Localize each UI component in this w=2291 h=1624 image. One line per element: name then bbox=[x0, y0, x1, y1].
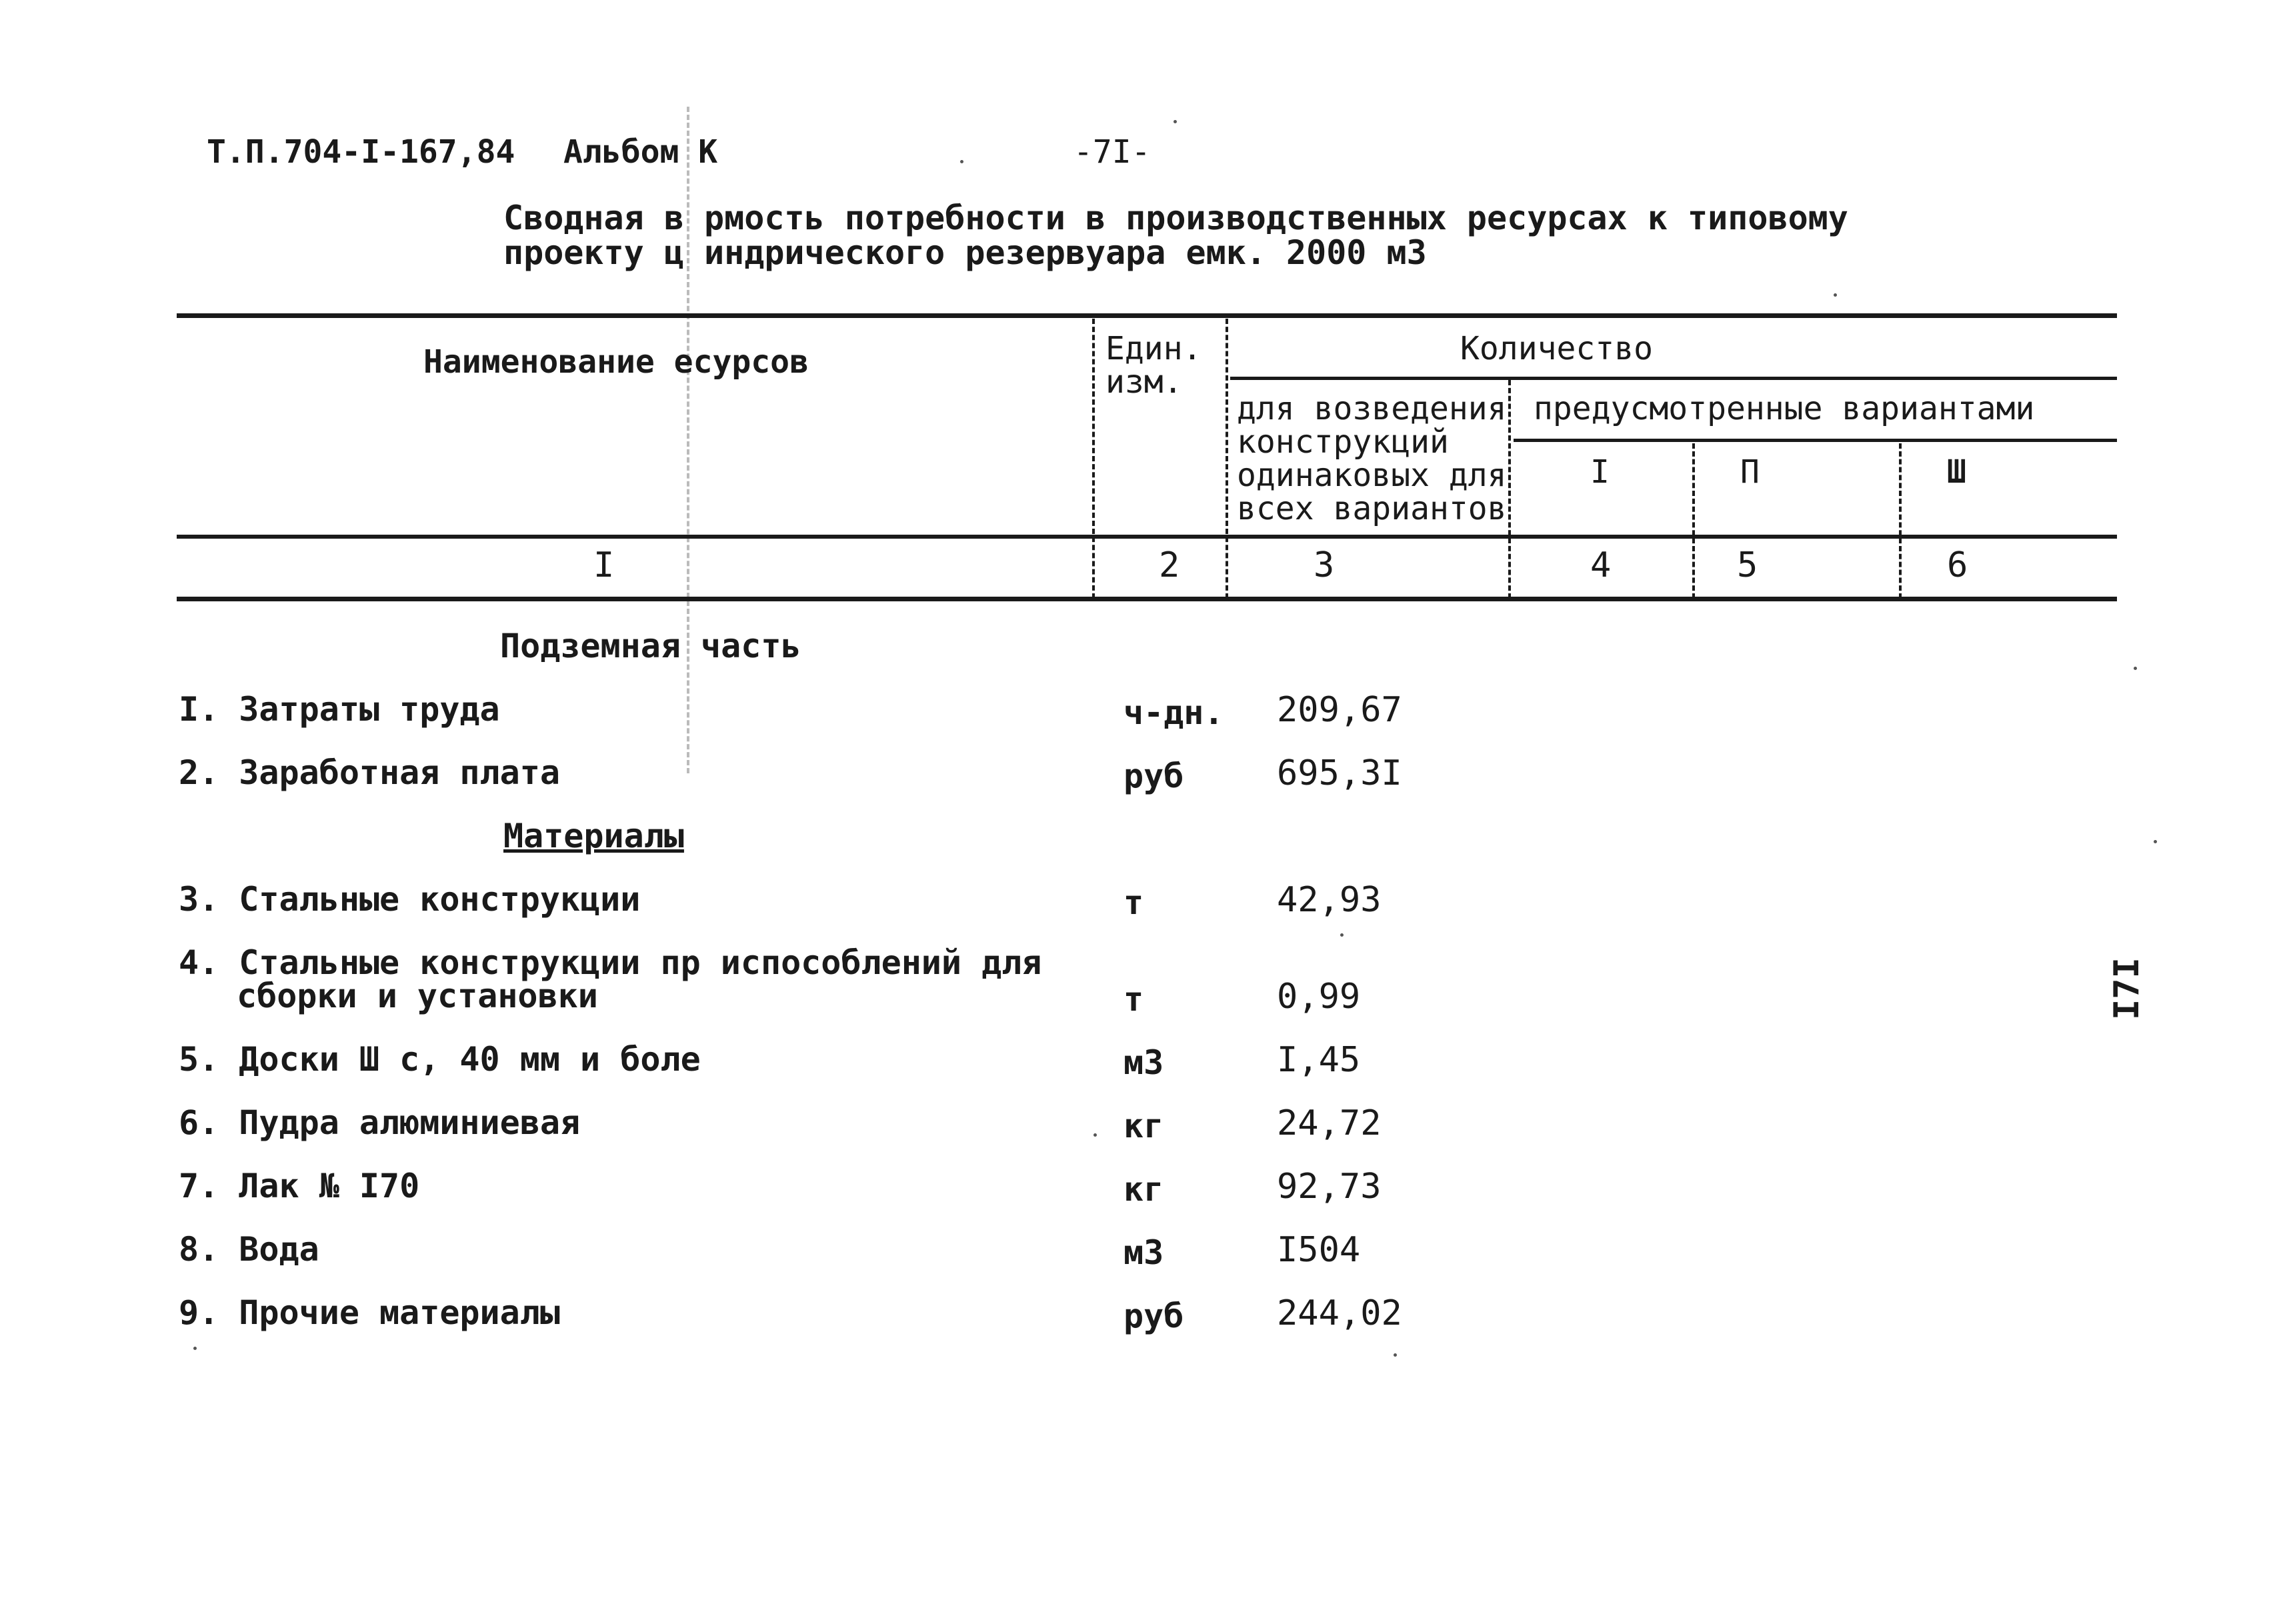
separator-common-variants bbox=[1508, 380, 1511, 599]
page-number: -7I- bbox=[1073, 133, 1151, 171]
column-header-common-2: конструкций bbox=[1237, 423, 1449, 461]
scan-speck bbox=[2154, 840, 2157, 843]
document-title-line-2: проекту ц индрического резервуара емк. 2000 м3 bbox=[503, 233, 1427, 272]
scan-speck bbox=[1174, 120, 1177, 123]
column-number-3: 3 bbox=[1314, 545, 1335, 585]
row-6-name: 6. Пудра алюминиевая bbox=[179, 1103, 581, 1142]
row-1-value: 209,67 bbox=[1277, 690, 1402, 730]
row-5-name: 5. Доски Ш с, 40 мм и боле bbox=[179, 1040, 701, 1079]
row-4-value: 0,99 bbox=[1277, 977, 1361, 1017]
row-7-name: 7. Лак № I70 bbox=[179, 1167, 420, 1205]
qty-header-rule bbox=[1230, 377, 2117, 380]
column-number-2: 2 bbox=[1159, 545, 1180, 585]
column-header-unit-1: Един. bbox=[1105, 330, 1202, 367]
column-header-name: Наименование есурсов bbox=[423, 343, 809, 381]
column-header-variant-3: Ш bbox=[1947, 453, 1966, 491]
row-4-name-continued: сборки и установки bbox=[237, 977, 598, 1015]
separator-variant-1-2 bbox=[1692, 443, 1695, 599]
row-7-unit: кг bbox=[1123, 1170, 1164, 1209]
column-header-common-4: всех вариантов bbox=[1237, 490, 1507, 527]
numbers-bottom-rule bbox=[177, 597, 2117, 601]
row-3-value: 42,93 bbox=[1277, 880, 1382, 920]
scan-fold-line bbox=[687, 107, 692, 773]
margin-page-stamp: I7I bbox=[2107, 957, 2147, 1020]
row-3-name: 3. Стальные конструкции bbox=[179, 880, 641, 919]
separator-variant-2-3 bbox=[1899, 443, 1902, 599]
column-header-unit-2: изм. bbox=[1105, 363, 1183, 401]
header-bottom-rule bbox=[177, 535, 2117, 539]
row-9-unit: руб bbox=[1123, 1297, 1184, 1335]
variants-header-rule bbox=[1514, 439, 2117, 442]
row-9-name: 9. Прочие материалы bbox=[179, 1293, 560, 1332]
separator-name-unit bbox=[1092, 319, 1095, 599]
scan-speck bbox=[1093, 1133, 1097, 1137]
document-code: Т.П.704-I-167,84 bbox=[207, 133, 515, 171]
scan-speck bbox=[2134, 667, 2137, 670]
row-7-value: 92,73 bbox=[1277, 1167, 1382, 1207]
column-number-4: 4 bbox=[1590, 545, 1612, 585]
document-title-line-1: Сводная в рмость потребности в производственных ресурсах к типовому bbox=[503, 199, 1848, 237]
row-8-name: 8. Вода bbox=[179, 1230, 319, 1269]
scan-speck bbox=[960, 160, 963, 163]
column-header-variants: предусмотренные вариантами bbox=[1534, 390, 2035, 427]
row-2-value: 695,3I bbox=[1277, 753, 1402, 793]
row-2-name: 2. Заработная плата bbox=[179, 753, 560, 792]
column-header-variant-2: П bbox=[1740, 453, 1760, 491]
row-1-name: I. Затраты труда bbox=[179, 690, 500, 729]
row-2-unit: руб bbox=[1123, 757, 1184, 795]
column-header-common-1: для возведения bbox=[1237, 390, 1507, 427]
row-1-unit: ч-дн. bbox=[1123, 693, 1224, 732]
row-6-unit: кг bbox=[1123, 1107, 1164, 1145]
separator-unit-qty bbox=[1226, 319, 1228, 599]
section-underground: Подземная часть bbox=[500, 627, 801, 665]
row-9-value: 244,02 bbox=[1277, 1293, 1402, 1333]
album-label: Альбом К bbox=[563, 133, 718, 171]
row-6-value: 24,72 bbox=[1277, 1103, 1382, 1143]
row-8-value: I504 bbox=[1277, 1230, 1361, 1270]
scan-speck bbox=[1834, 293, 1837, 297]
column-number-6: 6 bbox=[1947, 545, 1968, 585]
row-4-unit: т bbox=[1123, 980, 1144, 1019]
scan-speck bbox=[1394, 1353, 1397, 1357]
section-materials: Материалы bbox=[503, 817, 684, 855]
row-5-value: I,45 bbox=[1277, 1040, 1361, 1080]
row-5-unit: м3 bbox=[1123, 1043, 1164, 1082]
column-header-quantity: Количество bbox=[1460, 330, 1653, 367]
column-header-common-3: одинаковых для bbox=[1237, 457, 1507, 494]
column-number-5: 5 bbox=[1737, 545, 1758, 585]
row-4-name: 4. Стальные конструкции пр испособлений для bbox=[179, 943, 1042, 982]
table-top-rule bbox=[177, 313, 2117, 318]
column-number-1: I bbox=[593, 545, 615, 585]
scan-speck bbox=[1340, 933, 1344, 937]
row-8-unit: м3 bbox=[1123, 1233, 1164, 1272]
column-header-variant-1: I bbox=[1590, 453, 1610, 491]
scan-speck bbox=[193, 1347, 197, 1350]
row-3-unit: т bbox=[1123, 883, 1144, 922]
